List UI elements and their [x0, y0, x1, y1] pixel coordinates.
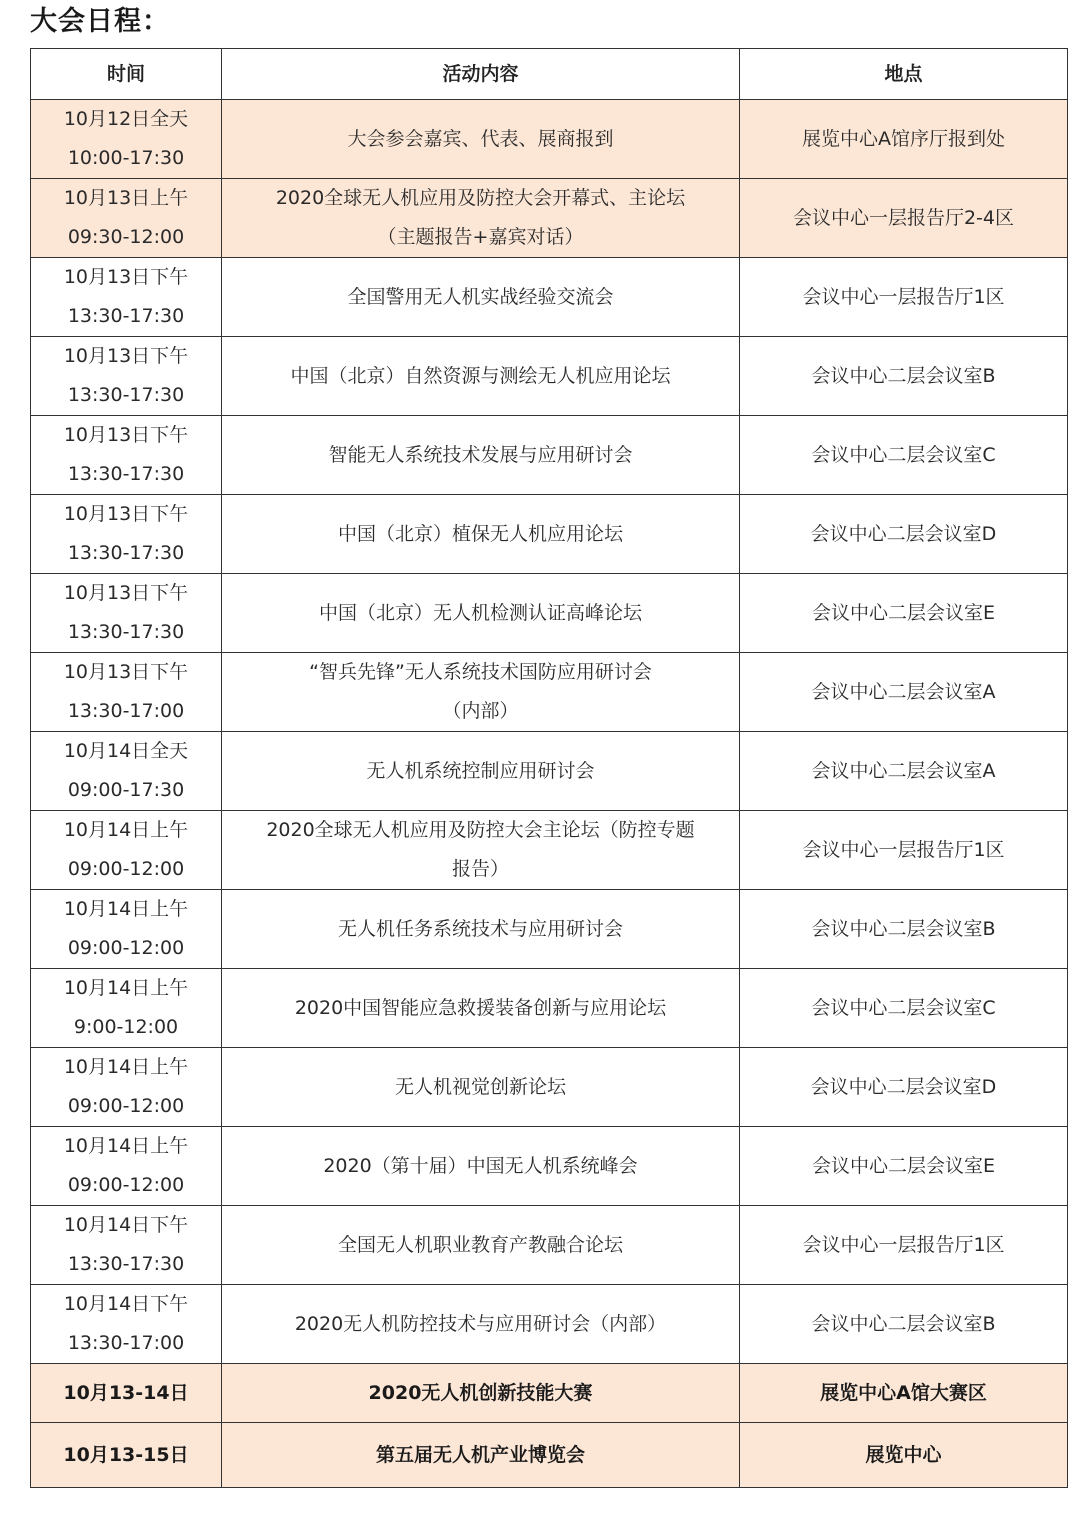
cell-time: [31, 574, 222, 653]
time-line: 10月13日下午: [63, 582, 189, 604]
cell-location: 会议中心二层会议室E: [740, 1127, 1068, 1206]
table-row: [31, 890, 1068, 969]
activity-line: 2020全球无人机应用及防控大会开幕式、主论坛: [275, 187, 686, 209]
time-line: 9:00-12:00: [73, 1016, 179, 1038]
table-row: [31, 1127, 1068, 1206]
cell-time: 10月13-15日: [31, 1423, 222, 1488]
cell-activity: [222, 1285, 740, 1364]
cell-time: [31, 100, 222, 179]
activity-line: 全国警用无人机实战经验交流会: [347, 285, 614, 308]
cell-location: 会议中心二层会议室B: [740, 337, 1068, 416]
cell-location: 会议中心二层会议室B: [740, 1285, 1068, 1364]
time-line: 10月14日上午: [63, 1135, 189, 1157]
cell-time: [31, 732, 222, 811]
table-row: [31, 811, 1068, 890]
time-line: 09:00-12:00: [67, 1095, 185, 1117]
cell-time: [31, 1206, 222, 1285]
table-row: [31, 653, 1068, 732]
cell-time: [31, 969, 222, 1048]
table-row-summary: [31, 1364, 1068, 1423]
time-line: 13:30-17:30: [67, 463, 185, 485]
activity-line: 2020全球无人机应用及防控大会主论坛（防控专题: [266, 819, 695, 841]
time-line: 10月13日上午: [63, 187, 189, 209]
column-header-location: 地点: [740, 49, 1068, 100]
table-row: [31, 969, 1068, 1048]
activity-line: 2020（第十届）中国无人机系统峰会: [323, 1154, 638, 1177]
cell-activity: [222, 1206, 740, 1285]
time-line: 10月14日全天: [63, 740, 189, 762]
table-row: [31, 179, 1068, 258]
cell-time: 10月13-14日: [31, 1364, 222, 1423]
cell-location: 会议中心二层会议室D: [740, 1048, 1068, 1127]
cell-location: 会议中心二层会议室D: [740, 495, 1068, 574]
time-line: 10月14日下午: [63, 1293, 189, 1315]
time-line: 09:00-12:00: [67, 937, 185, 959]
time-line: 10月13日下午: [63, 503, 189, 525]
activity-line: 全国无人机职业教育产教融合论坛: [337, 1233, 623, 1256]
cell-location: 会议中心一层报告厅1区: [740, 811, 1068, 890]
table-row: [31, 1048, 1068, 1127]
activity-line: 中国（北京）无人机检测认证高峰论坛: [318, 601, 642, 624]
cell-activity: [222, 732, 740, 811]
cell-location: 会议中心二层会议室B: [740, 890, 1068, 969]
cell-activity: [222, 1048, 740, 1127]
table-row: [31, 732, 1068, 811]
column-header-activity: 活动内容: [222, 49, 740, 100]
time-line: 13:30-17:30: [67, 621, 185, 643]
time-line: 09:30-12:00: [67, 226, 185, 248]
cell-time: [31, 1285, 222, 1364]
cell-location: 会议中心一层报告厅2-4区: [740, 179, 1068, 258]
cell-activity: [222, 574, 740, 653]
cell-location: 会议中心二层会议室C: [740, 969, 1068, 1048]
time-line: 13:30-17:30: [67, 542, 185, 564]
cell-location: 展览中心: [740, 1423, 1068, 1488]
cell-activity: [222, 890, 740, 969]
cell-activity: [222, 969, 740, 1048]
cell-location: 会议中心二层会议室E: [740, 574, 1068, 653]
cell-activity: [222, 100, 740, 179]
cell-location: 会议中心二层会议室C: [740, 416, 1068, 495]
time-line: 10月12日全天: [63, 108, 189, 130]
time-line: 10月14日下午: [63, 1214, 189, 1236]
time-line: 13:30-17:00: [67, 700, 185, 722]
time-line: 09:00-12:00: [67, 1174, 185, 1196]
cell-activity: [222, 416, 740, 495]
cell-time: [31, 416, 222, 495]
time-line: 10月13日下午: [63, 345, 189, 367]
time-line: 10月14日上午: [63, 977, 189, 999]
table-header-row: [31, 49, 1068, 100]
table-row: [31, 1285, 1068, 1364]
cell-location: 会议中心二层会议室A: [740, 653, 1068, 732]
time-line: 10月14日上午: [63, 898, 189, 920]
table-row: [31, 1206, 1068, 1285]
cell-activity: [222, 258, 740, 337]
activity-line: “智兵先锋”无人系统技术国防应用研讨会: [309, 661, 652, 683]
table-row: [31, 337, 1068, 416]
time-line: 10:00-17:30: [67, 147, 185, 169]
table-row: [31, 574, 1068, 653]
cell-time: [31, 1048, 222, 1127]
table-row: [31, 495, 1068, 574]
time-line: 10月14日上午: [63, 1056, 189, 1078]
table-row-summary: [31, 1423, 1068, 1488]
cell-activity: [222, 179, 740, 258]
time-line: 09:00-17:30: [67, 779, 185, 801]
activity-line: 大会参会嘉宾、代表、展商报到: [347, 127, 614, 150]
time-line: 13:30-17:00: [67, 1332, 185, 1354]
time-line: 10月13日下午: [63, 424, 189, 446]
cell-activity: [222, 495, 740, 574]
cell-location: 会议中心一层报告厅1区: [740, 258, 1068, 337]
table-row: [31, 416, 1068, 495]
time-line: 13:30-17:30: [67, 305, 185, 327]
cell-activity: 第五届无人机产业博览会: [222, 1423, 740, 1488]
cell-activity: [222, 811, 740, 890]
cell-time: [31, 337, 222, 416]
activity-line: 无人机任务系统技术与应用研讨会: [337, 917, 623, 940]
activity-line: 无人机视觉创新论坛: [394, 1075, 566, 1098]
cell-time: [31, 1127, 222, 1206]
activity-line: 中国（北京）植保无人机应用论坛: [337, 522, 623, 545]
column-header-time: 时间: [31, 49, 222, 100]
time-line: 10月13日下午: [63, 266, 189, 288]
activity-line: 智能无人系统技术发展与应用研讨会: [328, 443, 633, 466]
cell-location: 会议中心一层报告厅1区: [740, 1206, 1068, 1285]
activity-line: 中国（北京）自然资源与测绘无人机应用论坛: [290, 364, 671, 387]
table-row: [31, 100, 1068, 179]
cell-time: [31, 653, 222, 732]
activity-line: 2020无人机防控技术与应用研讨会（内部）: [294, 1312, 667, 1335]
cell-time: [31, 890, 222, 969]
time-line: 13:30-17:30: [67, 384, 185, 406]
cell-activity: [222, 653, 740, 732]
cell-activity: [222, 337, 740, 416]
cell-location: 会议中心二层会议室A: [740, 732, 1068, 811]
cell-location: 展览中心A馆序厅报到处: [740, 100, 1068, 179]
time-line: 13:30-17:30: [67, 1253, 185, 1275]
time-line: 09:00-12:00: [67, 858, 185, 880]
activity-line: 报告）: [451, 858, 509, 880]
schedule-body: [31, 100, 1068, 1488]
schedule-table: [30, 48, 1068, 1488]
page-title: 大会日程：: [30, 6, 170, 37]
activity-line: 2020中国智能应急救援装备创新与应用论坛: [294, 996, 667, 1019]
cell-time: [31, 179, 222, 258]
cell-activity: 2020无人机创新技能大赛: [222, 1364, 740, 1423]
time-line: 10月14日上午: [63, 819, 189, 841]
cell-location: 展览中心A馆大赛区: [740, 1364, 1068, 1423]
cell-time: [31, 258, 222, 337]
time-line: 10月13日下午: [63, 661, 189, 683]
cell-time: [31, 811, 222, 890]
cell-activity: [222, 1127, 740, 1206]
activity-line: （主题报告+嘉宾对话）: [377, 226, 584, 248]
table-row: [31, 258, 1068, 337]
activity-line: 无人机系统控制应用研讨会: [366, 759, 595, 782]
activity-line: （内部）: [442, 700, 519, 722]
cell-time: [31, 495, 222, 574]
